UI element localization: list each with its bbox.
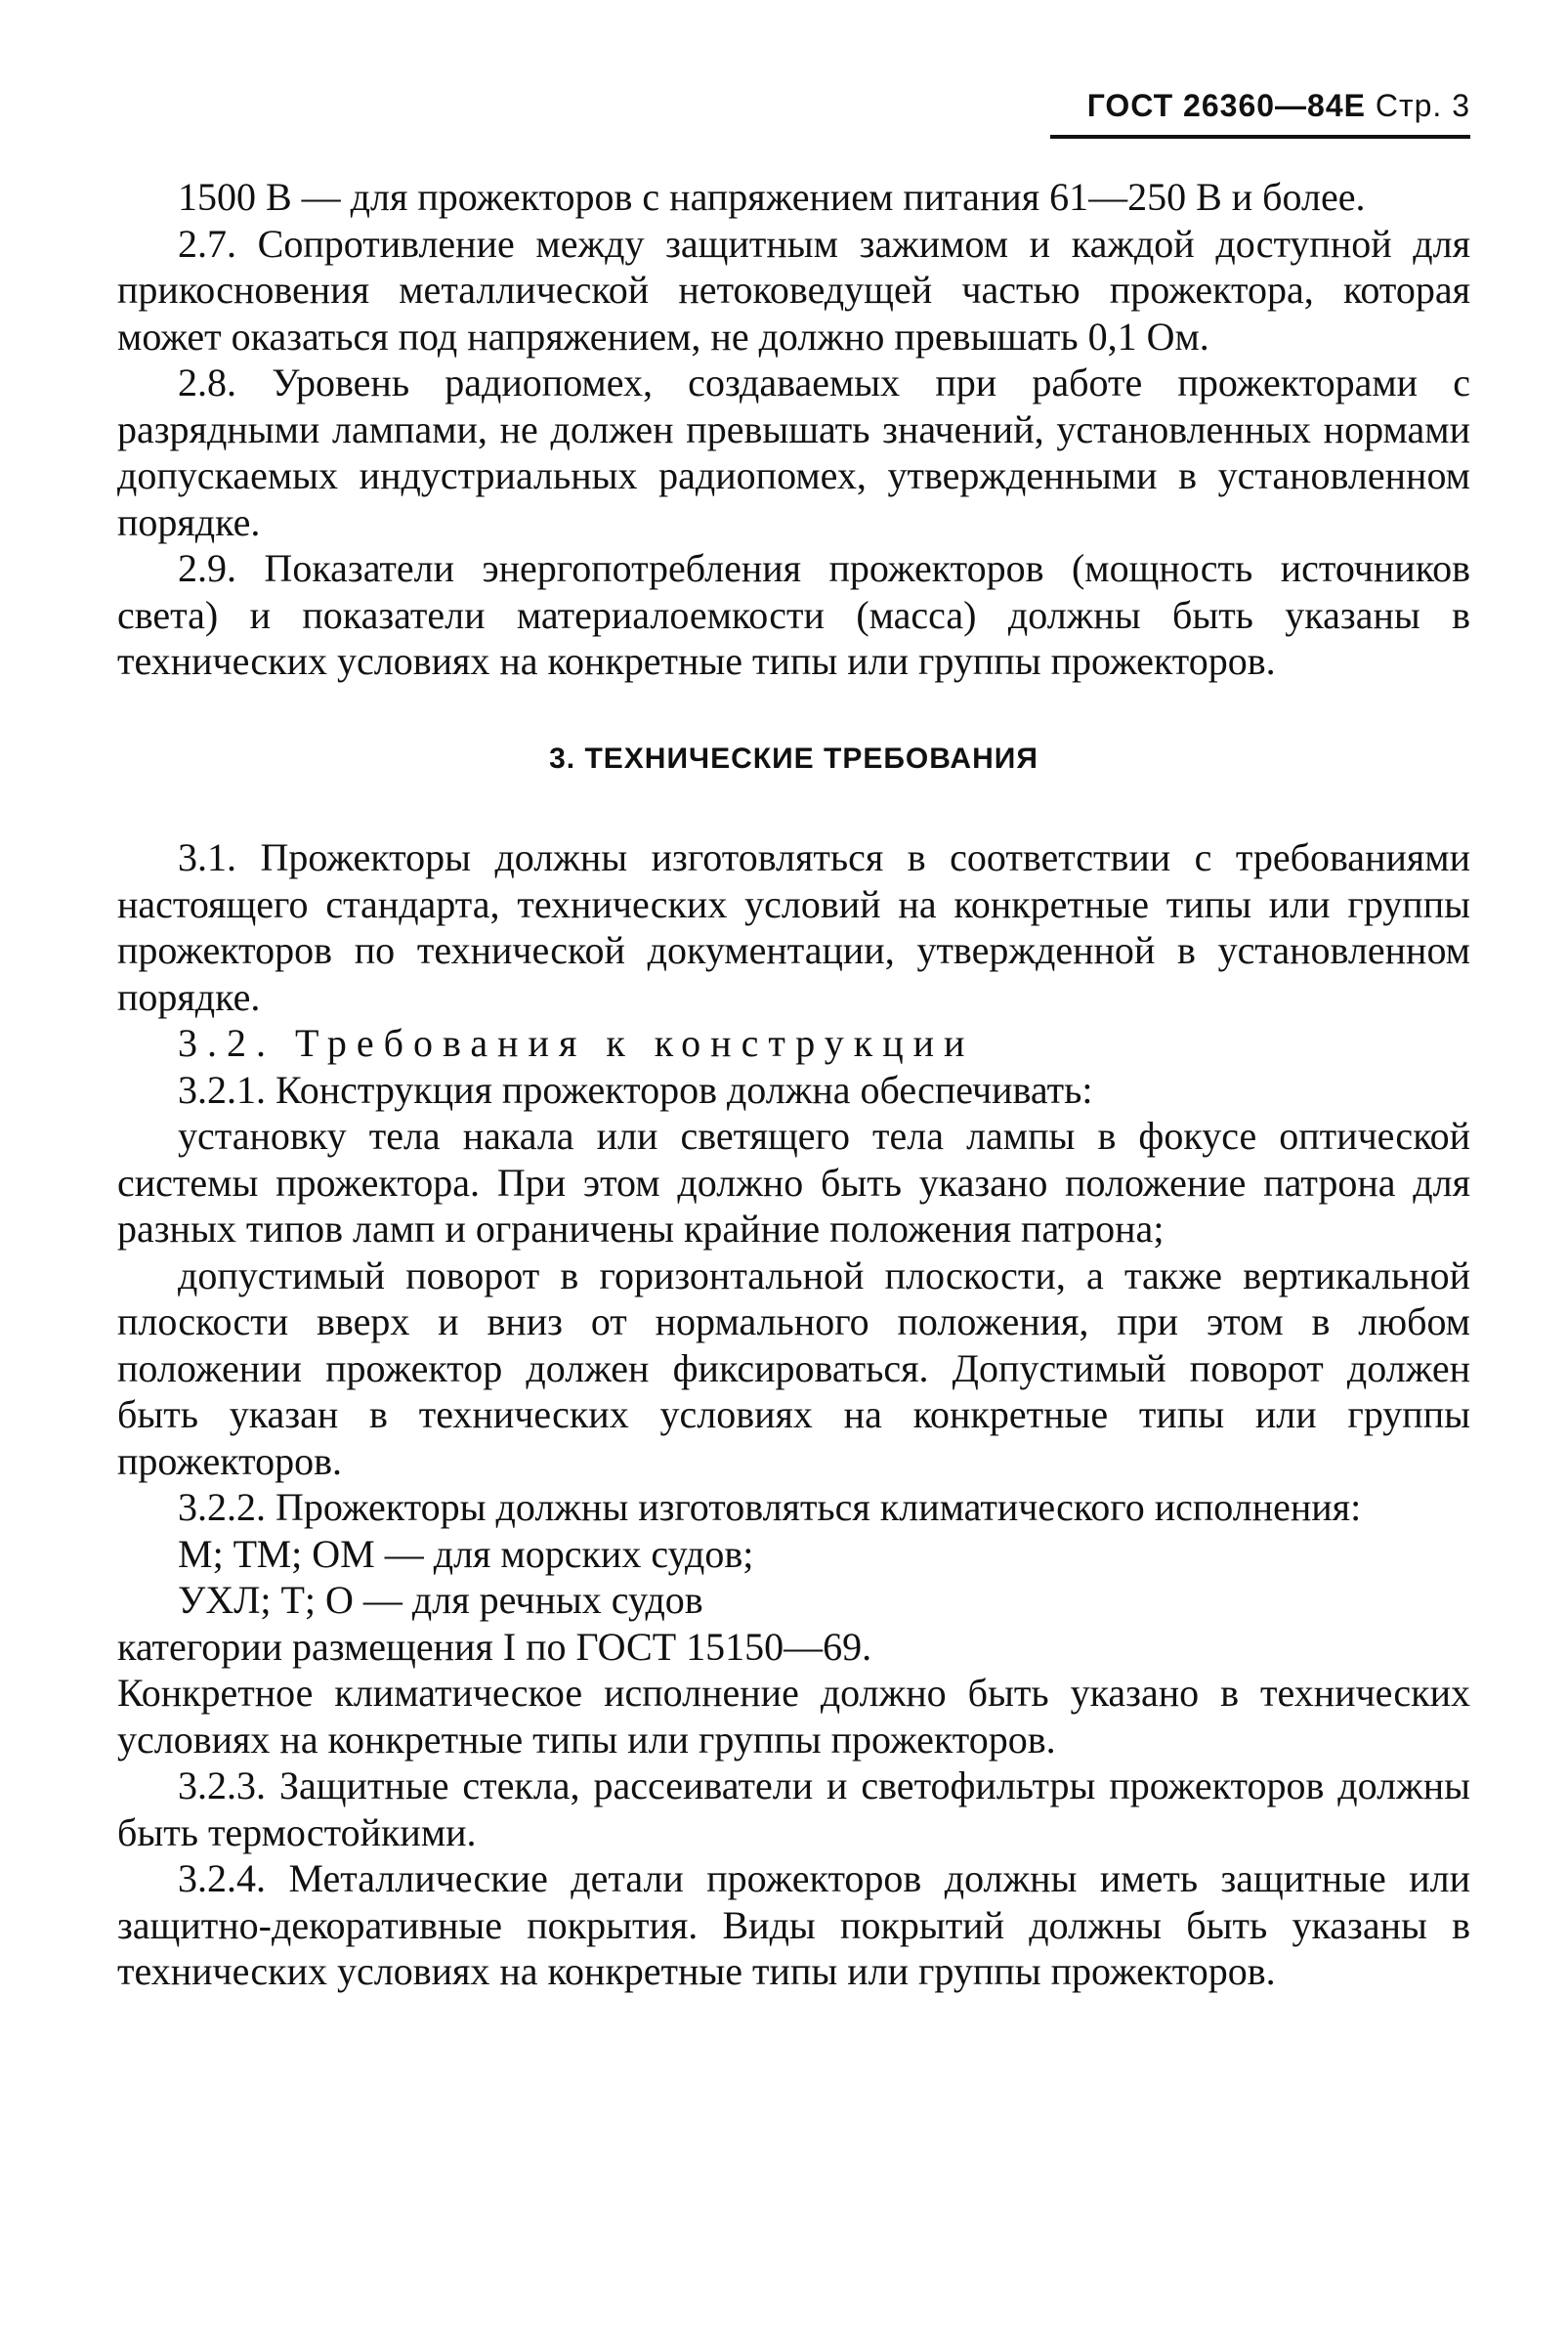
paragraph: Конкретное климатическое исполнение должно быть указано в технических условиях на конкретные типы или группы прожекторов.: [117, 1671, 1470, 1762]
section-heading: 3. ТЕХНИЧЕСКИЕ ТРЕБОВАНИЯ: [549, 742, 1038, 775]
paragraph: 3.2.4. Металлические детали прожекторов должны иметь защитные или защитно-декоративные покрытия. Виды покрытий должны быть указаны в технических условиях на конкретные типы или группы прожекторов.: [117, 1856, 1470, 1993]
paragraph: допустимый поворот в горизонтальной плоскости, а также вертикальной плоскости вверх и вниз от нормального положения, при этом в любом положении прожектор должен фиксироваться. Допустимый поворот должен быть указан в технических условиях на конкретные типы или группы прожекторов.: [117, 1253, 1470, 1483]
paragraph: 3.1. Прожекторы должны изготовляться в соответствии с требованиями настоящего стандарта, технических условий на конкретные типы или группы прожекторов по технической документации, утвержденной в установленном порядке.: [117, 835, 1470, 1019]
subsection-heading: 3.2. Требования к конструкции: [178, 1021, 975, 1065]
header-rule: [1050, 135, 1470, 139]
paragraph: категории размещения I по ГОСТ 15150—69.: [117, 1624, 872, 1669]
paragraph: установку тела накала или светящего тела лампы в фокусе оптической системы прожектора. При этом должно быть указано положение патрона для разных типов ламп и ограничены крайние положения патрона;: [117, 1114, 1470, 1251]
paragraph: 3.2.1. Конструкция прожекторов должна обеспечивать:: [178, 1067, 1093, 1112]
paragraph: 3.2.2. Прожекторы должны изготовляться климатического исполнения:: [178, 1485, 1362, 1529]
page-number: Стр. 3: [1375, 88, 1470, 123]
standard-number: ГОСТ 26360—84Е: [1086, 88, 1366, 123]
paragraph: УХЛ; Т; О — для речных судов: [178, 1578, 703, 1622]
paragraph: 2.9. Показатели энергопотребления прожекторов (мощность источников света) и показатели материалоемкости (масса) должны быть указаны в технических условиях на конкретные типы или группы прожекторов.: [117, 546, 1470, 683]
page-header: [1065, 88, 1470, 124]
document-body: [117, 174, 1470, 1995]
paragraph: 3.2.3. Защитные стекла, рассеиватели и светофильтры прожекторов должны быть термостойкими.: [117, 1763, 1470, 1854]
paragraph: 1500 В — для прожекторов с напряжением питания 61—250 В и более.: [178, 175, 1366, 219]
paragraph: 2.7. Сопротивление между защитным зажимом и каждой доступной для прикосновения металлической нетоковедущей частью прожектора, которая может оказаться под напряжением, не должно превышать 0,1 Ом.: [117, 221, 1470, 359]
paragraph: 2.8. Уровень радиопомех, создаваемых при работе прожекторами с разрядными лампами, не должен превышать значений, установленных нормами допускаемых индустриальных радиопомех, утвержденными в установленном порядке.: [117, 361, 1470, 544]
paragraph: М; ТМ; ОМ — для морских судов;: [178, 1531, 754, 1576]
